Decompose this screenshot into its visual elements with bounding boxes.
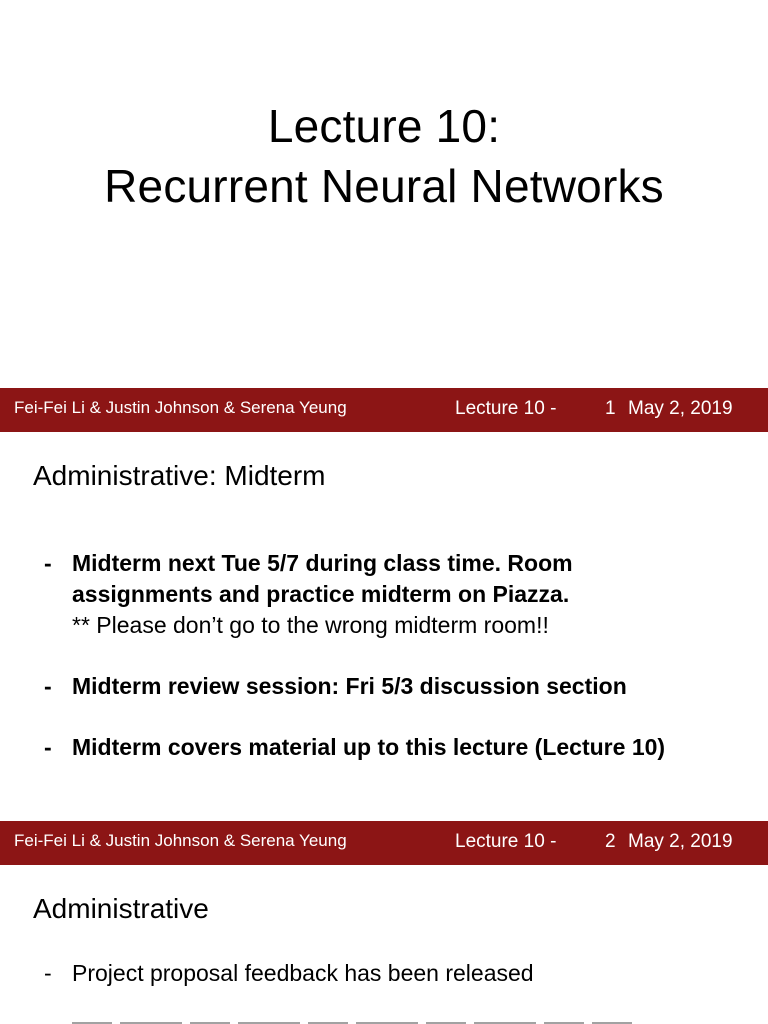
- footer-lecture: Lecture 10 -: [455, 831, 557, 852]
- bullet-line: Midterm next Tue 5/7 during class time. Room: [72, 550, 573, 576]
- bullet-item: [44, 548, 754, 641]
- footer-page-number: 2: [605, 831, 616, 852]
- footer-authors: Fei-Fei Li & Justin Johnson & Serena Yeung: [14, 831, 347, 850]
- bullet-dash: -: [44, 673, 52, 699]
- bullet-line: assignments and practice midterm on Piazza.: [72, 581, 570, 607]
- slide-2-heading: Administrative: Midterm: [33, 460, 326, 491]
- footer-lecture: Lecture 10 -: [455, 398, 557, 419]
- slide-footer-2: [0, 821, 768, 865]
- slide-footer-1: [0, 388, 768, 432]
- bullet-item: [44, 671, 754, 702]
- bullet-text: Project proposal feedback has been released: [72, 960, 534, 986]
- bullet-dash: -: [44, 960, 52, 986]
- bullet-text: Midterm review session: Fri 5/3 discussion section: [72, 673, 627, 699]
- slide-3-heading: Administrative: [33, 893, 209, 924]
- footer-page-number: 1: [605, 398, 616, 419]
- footer-authors: Fei-Fei Li & Justin Johnson & Serena Yeung: [14, 398, 347, 417]
- title-line-1: Lecture 10:: [267, 100, 501, 152]
- bullet-dash: -: [44, 734, 52, 760]
- bullet-item: [44, 958, 534, 989]
- footer-date: May 2, 2019: [628, 398, 733, 419]
- title-line-2: Recurrent Neural Networks: [104, 160, 664, 212]
- footer-date: May 2, 2019: [628, 831, 733, 852]
- bullet-item: [44, 732, 754, 763]
- bullet-note: ** Please don’t go to the wrong midterm room!!: [72, 612, 549, 638]
- slide-title: [0, 96, 768, 216]
- cut-off-text-line: [72, 1016, 632, 1024]
- bullet-text: Midterm covers material up to this lecture (Lecture 10): [72, 734, 666, 760]
- bullet-dash: -: [44, 550, 52, 576]
